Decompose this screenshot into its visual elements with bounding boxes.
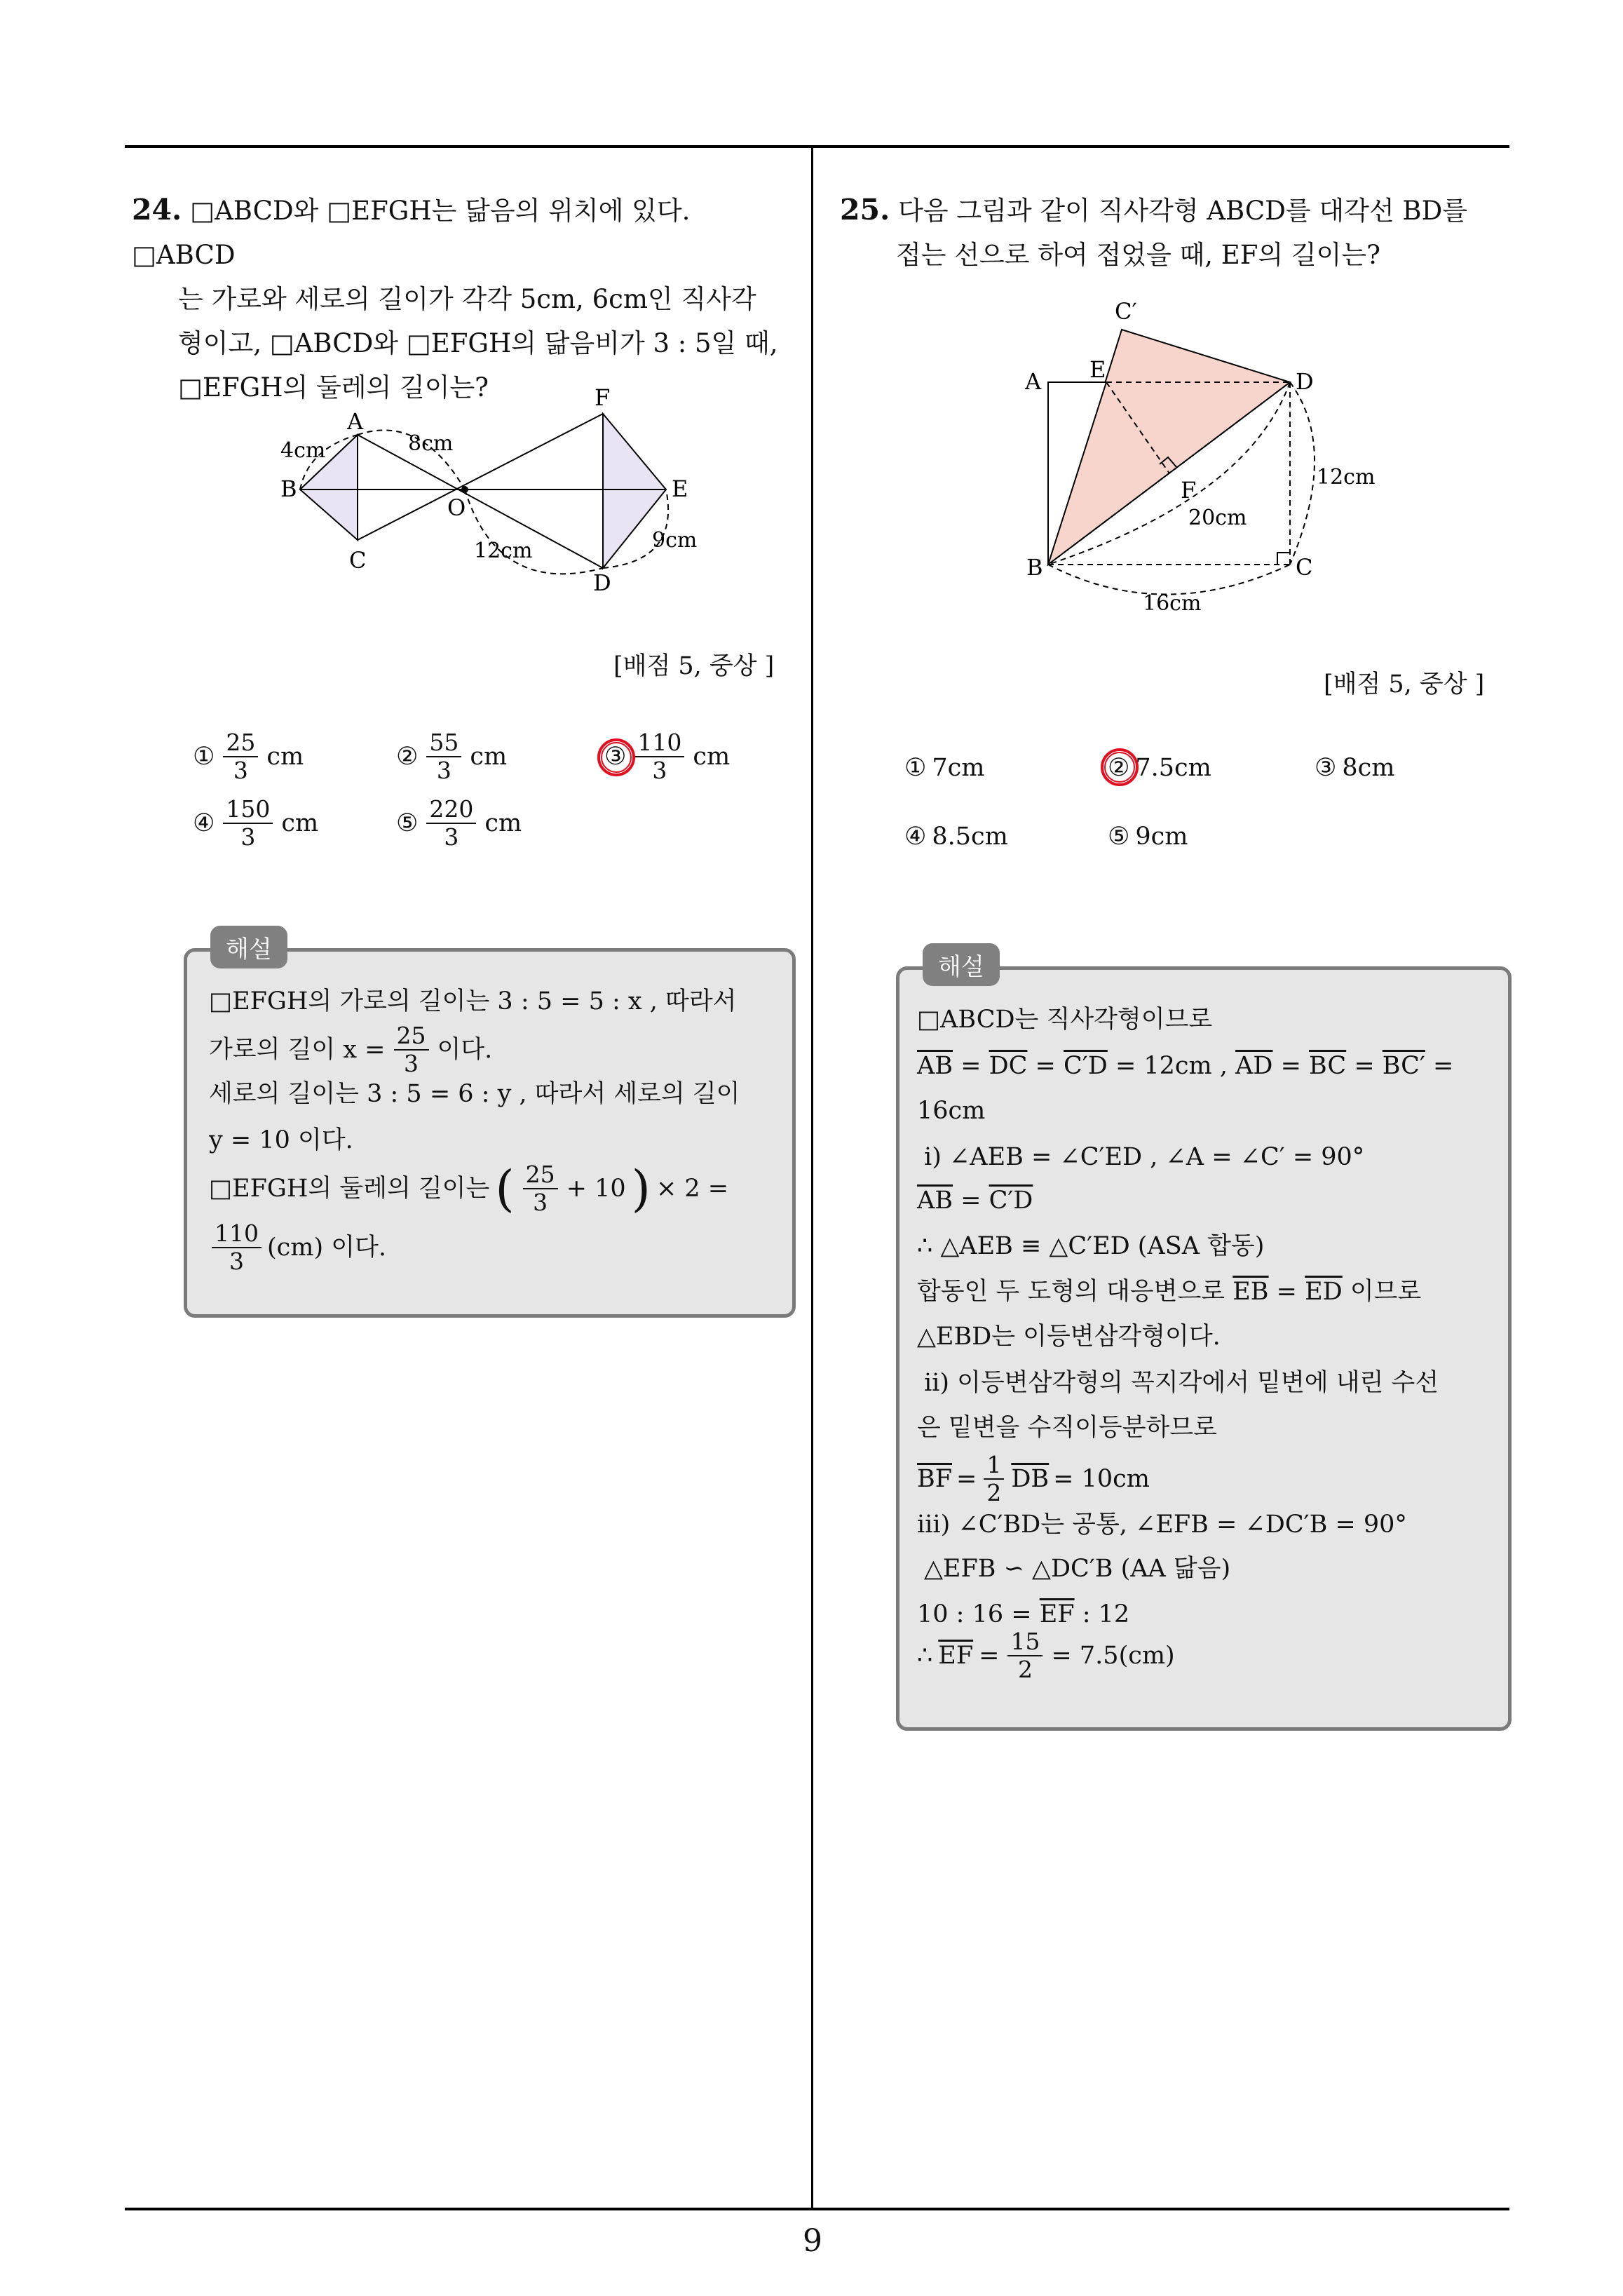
label-8cm: 8cm [408,431,454,456]
column-divider [811,145,813,2209]
choice-25-2[interactable]: ② 7.5cm [1108,754,1211,782]
solution-25-line-4: ⅰ) ∠AEB = ∠C′ED , ∠A = ∠C′ = 90° [924,1143,1365,1171]
label-e: E [672,475,688,502]
label-c: C [349,547,367,574]
label-f: F [1181,477,1197,504]
question-number: 25. [840,193,890,227]
label-c: C [1296,554,1313,581]
score-25: [배점 5, 중상 ] [1324,670,1485,698]
question-24-line-2: 는 가로와 세로의 길이가 각각 5cm, 6cm인 직사각 [178,284,756,314]
page-number: 9 [803,2223,822,2259]
label-12cm: 12cm [1317,465,1376,489]
solution-25-line-2: $\overline{AB} = \overline{DC} = C'D = 12cm$ , $\overline{AD} = \overline{BC} = BC'$ = [917,1052,1454,1080]
question-number: 24. [132,193,182,227]
solution-25-line-10: 은 밑변을 수직이등분하므로 [917,1414,1217,1442]
label-e: E [1089,356,1106,383]
question-24-line-3: 형이고, □ABCD와 □EFGH의 닮음비가 3 : 5일 때, [178,328,778,358]
question-25 [840,188,1513,277]
choice-25-4[interactable]: ④ 8.5cm [904,823,1008,851]
choice-25-3[interactable]: ③ 8cm [1315,754,1395,782]
solution-25-line-12: ⅲ) ∠C′BD는 공통, ∠EFB = ∠DC′B = 90° [917,1511,1407,1539]
label-9cm: 9cm [652,528,698,553]
solution-24-line-6: $\frac{110}{3}$ (cm) 이다. [209,1220,386,1275]
solution-25-line-8: △EBD는 이등변삼각형이다. [917,1323,1221,1351]
choice-25-5[interactable]: ⑤ 9cm [1108,823,1188,851]
figure-25 [1017,288,1402,624]
label-a: A [1025,368,1042,395]
red-circle-icon [593,734,639,781]
solution-tag-24: 해설 [210,926,287,968]
solution-25-line-7: 합동인 두 도형의 대응변으로 $\overline{EB} = \overline{ED}$ 이므로 [917,1278,1422,1306]
choice-25-1[interactable]: ① 7cm [904,754,985,782]
top-rule [125,145,1509,148]
label-d: D [593,569,611,596]
label-16cm: 16cm [1143,591,1202,616]
solution-25-line-5: $\overline{AB} = C'D$ [917,1187,1033,1215]
choice-24-1[interactable]: ① $\frac{25}{3}$ cm [193,729,304,784]
choice-24-2[interactable]: ② $\frac{55}{3}$ cm [396,729,508,784]
choice-24-3[interactable]: ③ $\frac{110}{3}$ cm [604,729,730,784]
label-f: F [595,384,611,411]
solution-24-line-4: y = 10 이다. [209,1126,353,1154]
red-circle-icon [1096,744,1143,790]
label-c-prime: C′ [1115,298,1137,325]
bottom-rule [125,2208,1509,2210]
label-d: D [1296,368,1314,395]
choice-24-5[interactable]: ⑤ $\frac{220}{3}$ cm [396,795,522,851]
solution-25-line-13: △EFB ∽ △DC′B (AA 닮음) [924,1555,1231,1583]
solution-25-line-6: ∴ △AEB ≡ △C′ED (ASA 합동) [917,1232,1265,1260]
solution-25-line-15: ∴ $\overline{EF}$ = $\frac{15}{2}$ = 7.5(cm) [917,1628,1175,1683]
selected-answer-mark: ② [1108,754,1129,782]
label-b: B [280,475,297,502]
solution-25-line-1: □ABCD는 직사각형이므로 [917,1006,1213,1034]
solution-24-line-2: 가로의 길이 x = $\frac{25}{3}$ 이다. [209,1022,493,1077]
selected-answer-mark: ③ [604,743,626,771]
solution-24-line-3: 세로의 길이는 3 : 5 = 6 : y , 따라서 세로의 길이 [209,1080,740,1108]
figure-24 [266,379,715,603]
question-25-line-2: 접는 선으로 하여 접었을 때, EF의 길이는? [896,240,1380,270]
score-24: [배점 5, 중상 ] [613,652,775,680]
label-20cm: 20cm [1188,506,1247,530]
label-12cm: 12cm [474,539,533,563]
question-24 [132,188,801,410]
solution-24-line-1: □EFGH의 가로의 길이는 3 : 5 = 5 : x , 따라서 [209,987,737,1015]
label-b: B [1026,554,1043,581]
question-25-line-1: 25. 다음 그림과 같이 직사각형 ABCD를 대각선 BD를 [840,193,1467,227]
solution-24-line-5: □EFGH의 둘레의 길이는 ( $\frac{25}{3}$ + 10 ) × 2 = [209,1160,729,1217]
solution-25-line-11: $\overline{BF}$ = $\frac{1}{2}$ $\overline{DB}$ = 10cm [917,1451,1150,1506]
solution-tag-25: 해설 [923,943,1000,986]
solution-25-line-9: ⅱ) 이등변삼각형의 꼭지각에서 밑변에 내린 수선 [924,1369,1439,1397]
label-a: A [347,408,364,435]
label-4cm: 4cm [280,438,326,463]
question-24-line-1: 24. □ABCD와 □EFGH는 닮음의 위치에 있다. □ABCD [132,193,691,270]
choice-24-4[interactable]: ④ $\frac{150}{3}$ cm [193,795,319,851]
solution-25-line-14: 10 : $16 = \overline{EF}$ : 12 [917,1600,1130,1628]
solution-25-line-3: 16cm [917,1097,986,1125]
question-24-line-4: □EFGH의 둘레의 길이는? [178,372,489,403]
label-o: O [447,494,466,521]
